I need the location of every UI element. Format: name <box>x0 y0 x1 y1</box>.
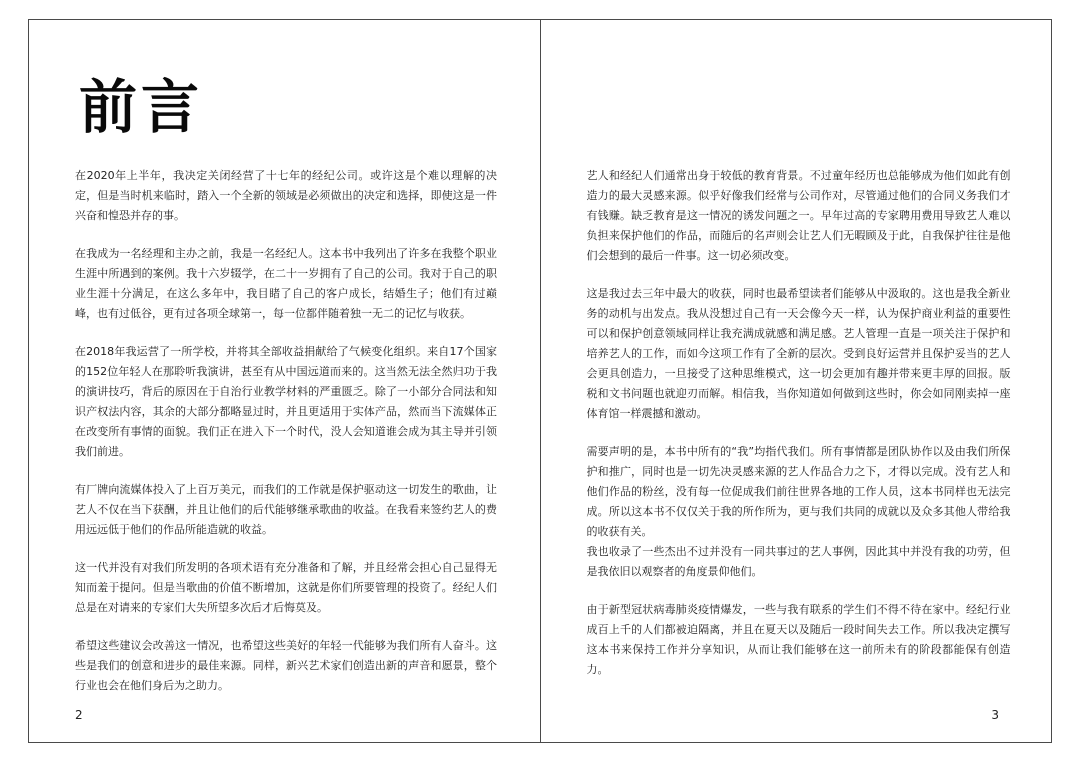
left-page-body <box>75 166 497 714</box>
paragraph: 在2020年上半年，我决定关闭经营了十七年的经纪公司。或许这是个难以理解的决定，但是当时机来临时，踏入一个全新的领域是必须做出的决定和选择，即使这是一件兴奋和惶恐并存的事。 <box>75 169 497 222</box>
right-page <box>540 19 1053 743</box>
page-title: 前言 <box>79 73 204 141</box>
paragraph: 希望这些建议会改善这一情况，也希望这些美好的年轻一代能够为我们所有人奋斗。这些是我们的创意和进步的最佳来源。同样，新兴艺术家们创造出新的声音和愿景，整个行业也会在他们身后为之助力。 <box>75 639 497 692</box>
paragraph: 在我成为一名经理和主办之前，我是一名经纪人。这本书中我列出了许多在我整个职业生涯中所遇到的案例。我十六岁辍学，在二十一岁拥有了自己的公司。我对于自己的职业生涯十分满足，在这么多年中，我目睹了自己的客户成长，结婚生子；他们有过巅峰，也有过低谷，更有过各项全球第一，每一位都伴随着独一无二的记忆与收获。 <box>75 247 497 320</box>
page-number: 2 <box>75 708 83 722</box>
paragraph: 这是我过去三年中最大的收获，同时也最希望读者们能够从中汲取的。这也是我全新业务的动机与出发点。我从没想过自己有一天会像今天一样，认为保护商业利益的重要性可以和保护创意领域同样让我充满成就感和满足感。艺人管理一直是一项关注于保护和培养艺人的工作，而如今这项工作有了全新的层次。受到良好运营并且保护妥当的艺人会更具创造力，一旦接受了这种思维模式，这一切会更加有趣并带来更丰厚的回报。版税和文书问题也就迎刃而解。相信我，当你知道如何做到这些时，你会如同刚卖掉一座体育馆一样震撼和激动。 <box>586 287 1011 420</box>
paragraph: 艺人和经纪人们通常出身于较低的教育背景。不过童年经历也总能够成为他们如此有创造力的最大灵感来源。似乎好像我们经常与公司作对，尽管通过他们的合同义务我们才有钱赚。缺乏教育是这一情况的诱发问题之一。早年过高的专家聘用费用导致艺人难以负担来保护他们的作品，而随后的名声则会让艺人们无暇顾及于此，自我保护往往是他们会想到的最后一件事。这一切必须改变。 <box>586 169 1011 262</box>
paragraph: 这一代并没有对我们所发明的各项术语有充分准备和了解，并且经常会担心自己显得无知而羞于提问。但是当歌曲的价值不断增加，这就是你们所要管理的投资了。经纪人们总是在对请来的专家们大失所望多次后才后悔莫及。 <box>75 561 497 614</box>
paragraph: 有厂牌向流媒体投入了上百万美元，而我们的工作就是保护驱动这一切发生的歌曲，让艺人不仅在当下获酬，并且让他们的后代能够继承歌曲的收益。在我看来签约艺人的费用远远低于他们的作品所能造就的收益。 <box>75 483 497 536</box>
book-spread <box>28 19 1052 743</box>
right-page-body <box>587 166 1011 698</box>
paragraph: 需要声明的是，本书中所有的“我”均指代我们。所有事情都是团队协作以及由我们所保护和推广，同时也是一切先决灵感来源的艺人作品合力之下，才得以完成。没有艺人和他们作品的粉丝，没有每一位促成我们前往世界各地的工作人员，这本书同样也无法完成。所以这本书不仅仅关于我的所作所为，更与我们共同的成就以及众多其他人带给我的收获有关。 我也收录了一些杰出不过并没有一同共事过的艺人事例，因此其中并没有我的功劳，但是我依旧以观察者的角度景仰他们。 <box>586 445 1011 578</box>
paragraph: 由于新型冠状病毒肺炎疫情爆发，一些与我有联系的学生们不得不待在家中。经纪行业成百上千的人们都被迫隔离，并且在夏天以及随后一段时间失去工作。所以我决定撰写这本书来保持工作并分享知识，从而让我们能够在这一前所未有的阶段都能保有创造力。 <box>586 603 1011 676</box>
paragraph: 在2018年我运营了一所学校，并将其全部收益捐献给了气候变化组织。来自17个国家的152位年轻人在那聆听我演讲，甚至有从中国远道而来的。这当然无法全然归功于我的演讲技巧，背后的原因在于自治行业教学材料的严重匮乏。除了一小部分合同法和知识产权法内容，其余的大部分都略显过时，并且更适用于实体产品，然而当下流媒体正在改变所有事情的面貌。我们正在进入下一个时代，没人会知道谁会成为其主导并引领我们前进。 <box>75 345 497 458</box>
page-number: 3 <box>991 708 999 722</box>
left-page <box>28 19 541 743</box>
